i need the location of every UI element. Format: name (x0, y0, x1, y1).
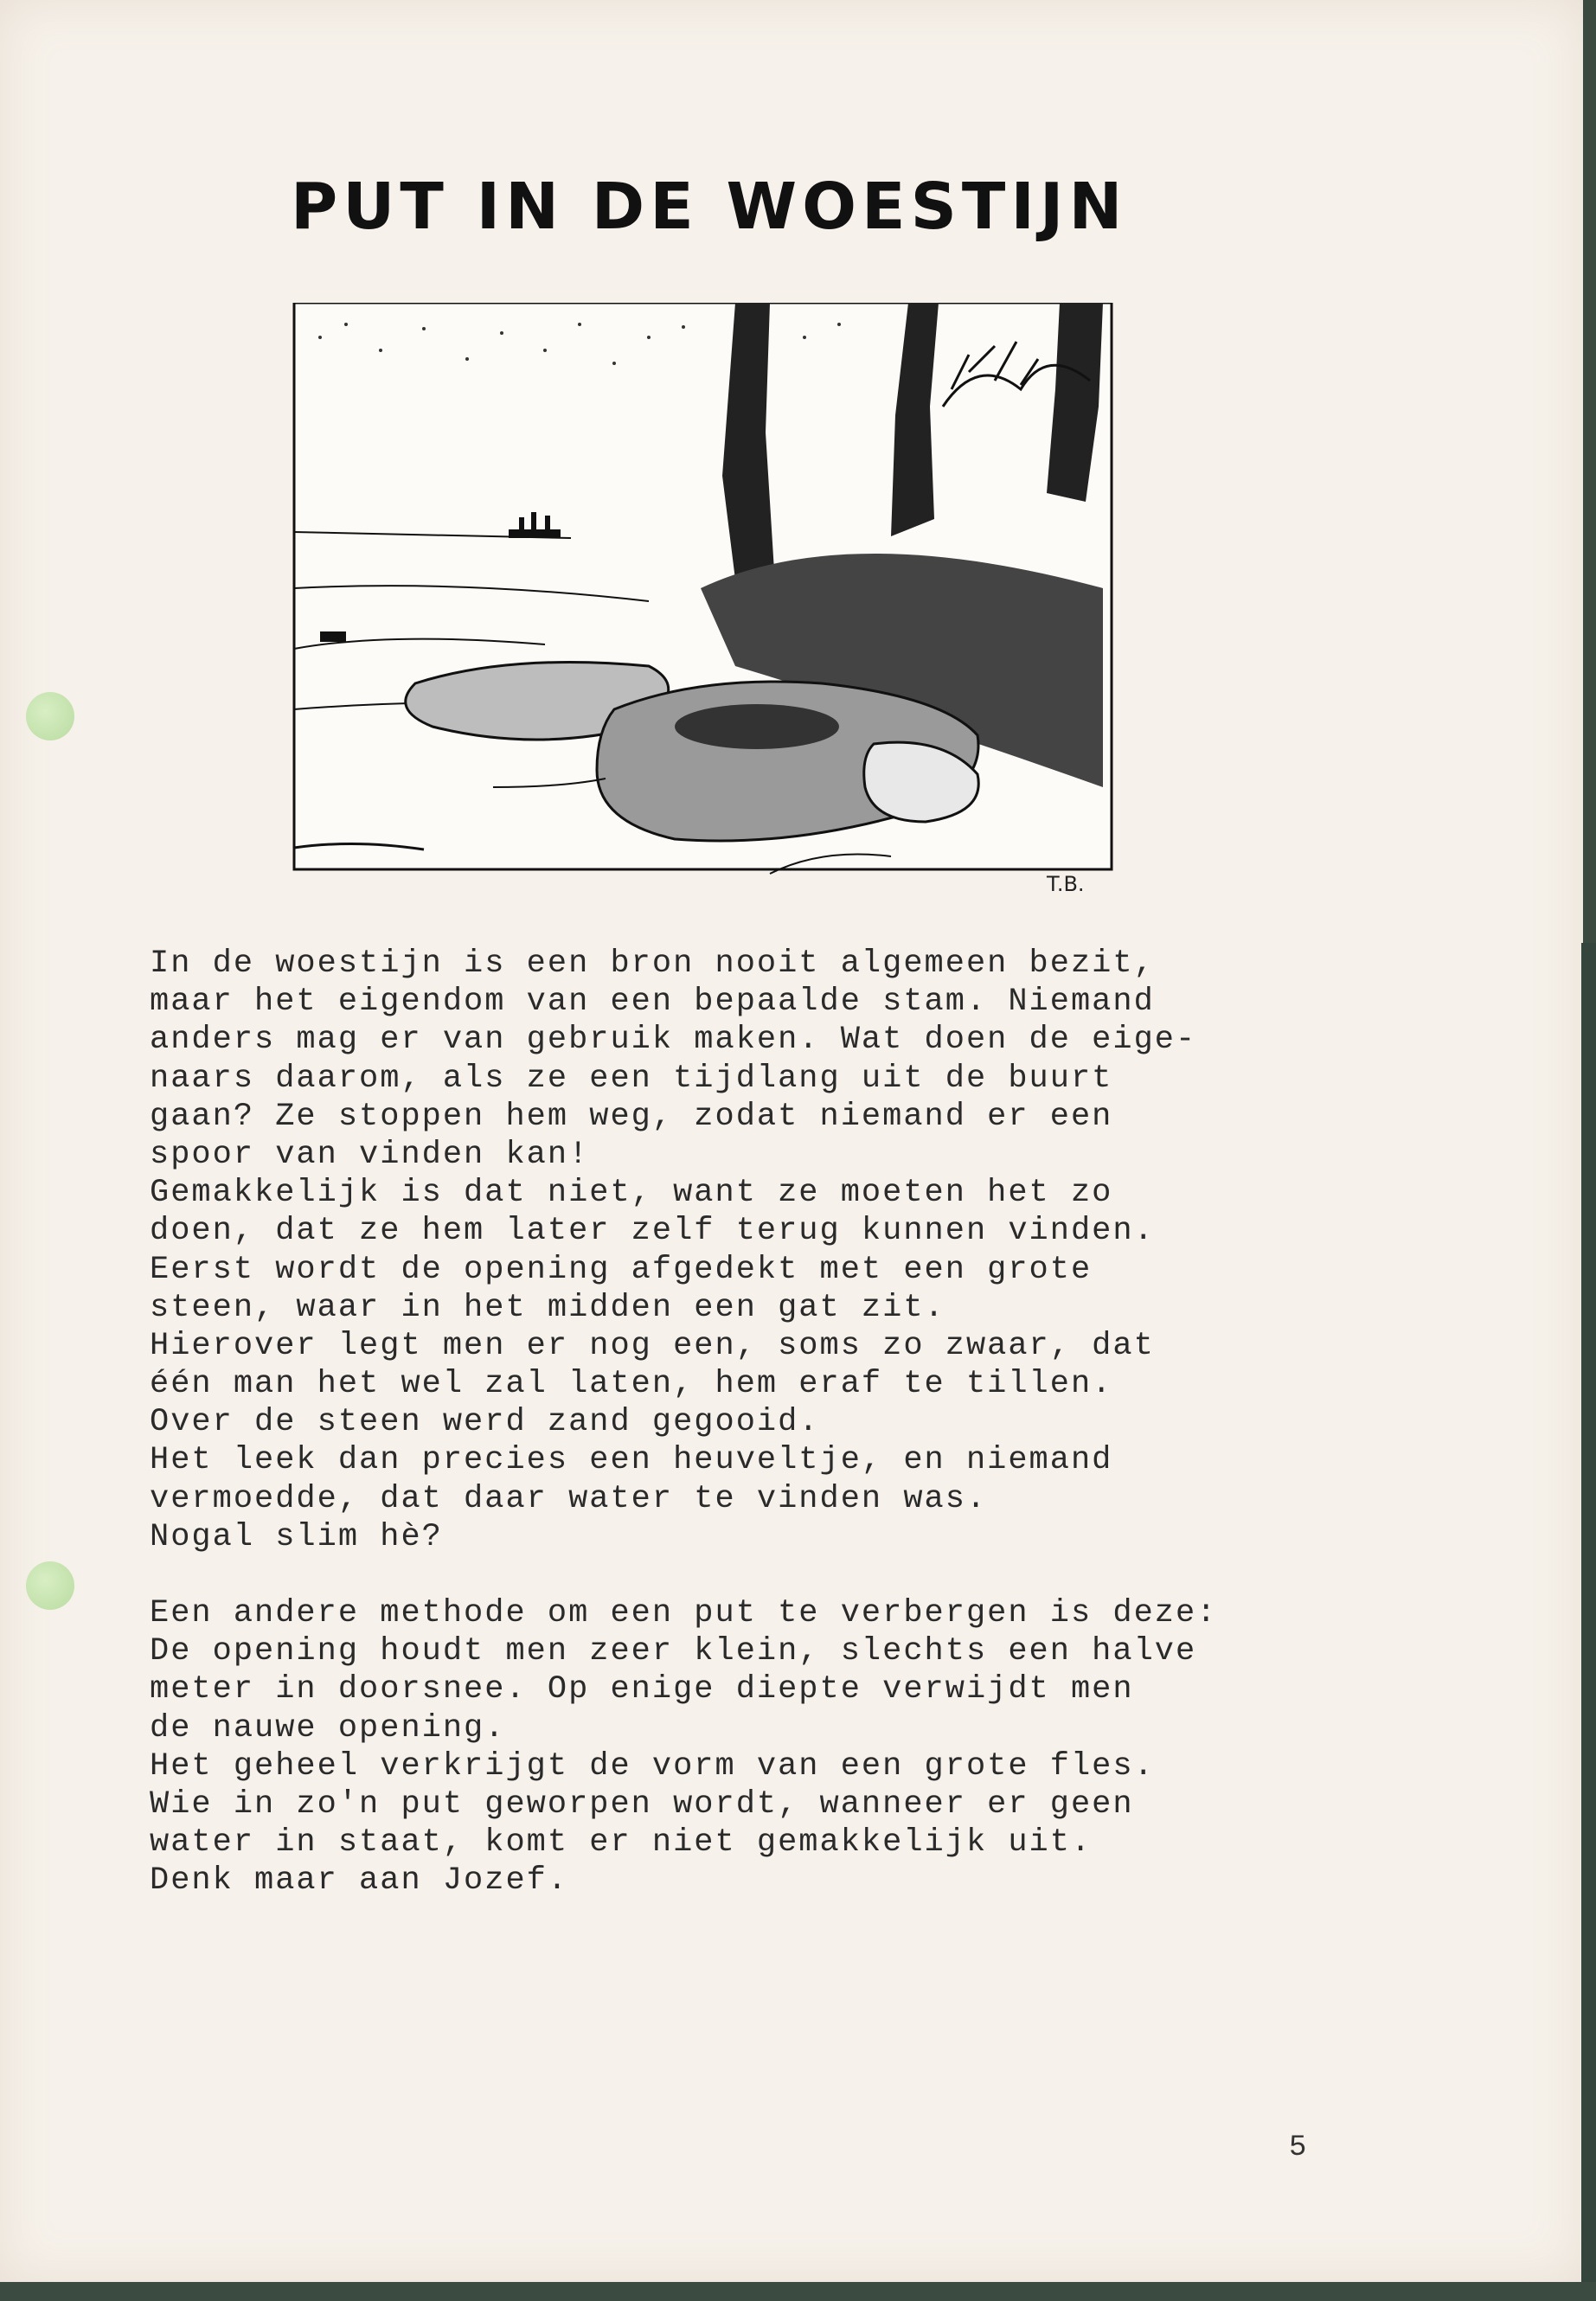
article-body (150, 945, 1534, 1900)
page-title: PUT IN DE WOESTIJN (291, 170, 1128, 244)
text-line: water in staat, komt er niet gemakkelijk uit. (150, 1824, 1093, 1862)
text-line: Het leek dan precies een heuveltje, en niemand (150, 1442, 1113, 1479)
binder-edge (1581, 943, 1596, 2301)
text-line: naars daarom, als ze een tijdlang uit de buurt (150, 1060, 1113, 1097)
punch-hole-bottom (26, 1561, 74, 1610)
text-line: één man het wel zal laten, hem eraf te tillen. (150, 1366, 1113, 1403)
text-line: meter in doorsnee. Op enige diepte verwijdt men (150, 1671, 1134, 1708)
text-line: Over de steen werd zand gegooid. (150, 1404, 820, 1441)
text-line: Eerst wordt de opening afgedekt met een grote (150, 1251, 1093, 1288)
text-line: Nogal slim hè? (150, 1518, 443, 1555)
text-line: gaan? Ze stoppen hem weg, zodat niemand er een (150, 1098, 1113, 1135)
bleed-through-text (260, 225, 284, 305)
text-line: Een andere methode om een put te verbergen is deze: (150, 1595, 1218, 1631)
text-line: spoor van vinden kan! (150, 1136, 590, 1173)
text-line: Hierover legt men er nog een, soms zo zwaar, dat (150, 1327, 1155, 1364)
text-line: maar het eigendom van een bepaalde stam. Niemand (150, 984, 1155, 1021)
binder-edge-bottom (0, 2282, 1596, 2301)
text-line: Het geheel verkrijgt de vorm van een grote fles. (150, 1747, 1155, 1785)
text-line: Wie in zo'n put geworpen wordt, wanneer er geen (150, 1785, 1134, 1823)
paragraph-1 (150, 945, 1534, 1556)
page-number: 5 (1289, 2131, 1307, 2164)
desert-well-illustration (285, 303, 1116, 917)
text-line: In de woestijn is een bron nooit algemeen bezit, (150, 945, 1155, 982)
text-line: doen, dat ze hem later zelf terug kunnen vinden. (150, 1213, 1155, 1250)
illustrator-signature: T.B. (1047, 872, 1085, 896)
paragraph-2 (150, 1594, 1534, 1900)
text-line: Gemakkelijk is dat niet, want ze moeten het zo (150, 1175, 1113, 1212)
text-line: vermoedde, dat daar water te vinden was. (150, 1480, 988, 1517)
text-line: de nauwe opening. (150, 1709, 506, 1747)
text-line: De opening houdt men zeer klein, slechts een halve (150, 1633, 1197, 1670)
text-line: steen, waar in het midden een gat zit. (150, 1289, 945, 1326)
text-line: Denk maar aan Jozef. (150, 1862, 569, 1900)
text-line: anders mag er van gebruik maken. Wat doen de eige- (150, 1022, 1197, 1059)
punch-hole-top (26, 692, 74, 740)
